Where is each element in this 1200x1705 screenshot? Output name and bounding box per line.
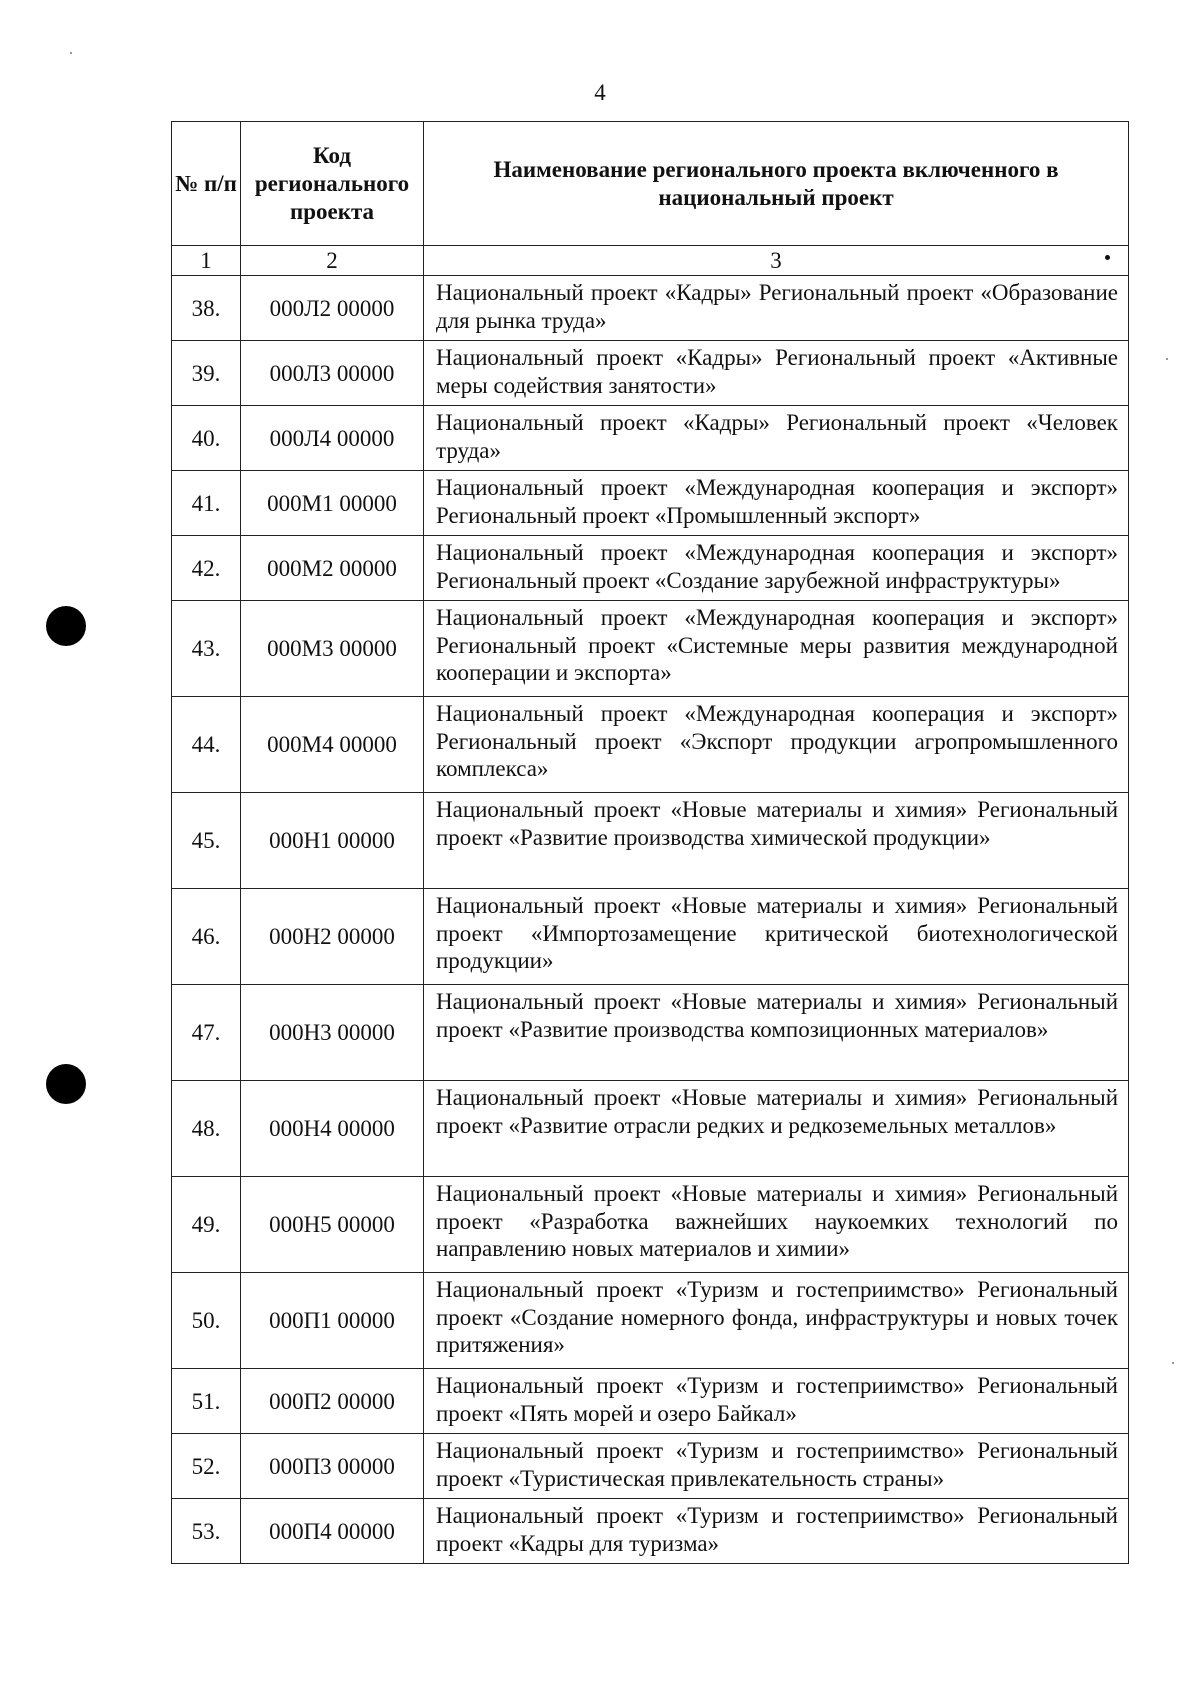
row-number: 39. bbox=[172, 341, 241, 406]
row-project-name: Национальный проект «Новые материалы и химия» Региональный проект «Развитие отрасли редких и редкоземельных металлов» bbox=[424, 1081, 1129, 1177]
row-code: 000Н4 00000 bbox=[241, 1081, 424, 1177]
row-number: 48. bbox=[172, 1081, 241, 1177]
table-row bbox=[172, 697, 1129, 793]
table-row bbox=[172, 1434, 1129, 1499]
table-row bbox=[172, 985, 1129, 1081]
row-code: 000Л2 00000 bbox=[241, 276, 424, 341]
row-project-name: Национальный проект «Туризм и гостеприимство» Региональный проект «Пять морей и озеро Байкал» bbox=[424, 1369, 1129, 1434]
row-project-name: Национальный проект «Туризм и гостеприимство» Региональный проект «Туристическая привлекательность страны» bbox=[424, 1434, 1129, 1499]
table-row bbox=[172, 471, 1129, 536]
column-index-3 bbox=[424, 246, 1129, 276]
table-header-row bbox=[172, 122, 1129, 246]
table-row bbox=[172, 1369, 1129, 1434]
row-code: 000Н3 00000 bbox=[241, 985, 424, 1081]
row-number: 47. bbox=[172, 985, 241, 1081]
row-code: 000М1 00000 bbox=[241, 471, 424, 536]
row-project-name: Национальный проект «Новые материалы и химия» Региональный проект «Развитие производства химической продукции» bbox=[424, 793, 1129, 889]
row-number: 42. bbox=[172, 536, 241, 601]
table-row bbox=[172, 1499, 1129, 1564]
table-row bbox=[172, 536, 1129, 601]
row-project-name: Национальный проект «Новые материалы и химия» Региональный проект «Развитие производства композиционных материалов» bbox=[424, 985, 1129, 1081]
table-row bbox=[172, 1273, 1129, 1369]
regional-projects-table bbox=[171, 121, 1129, 1564]
column-index-3-label: 3 bbox=[770, 247, 782, 273]
row-number: 50. bbox=[172, 1273, 241, 1369]
punch-hole-mark bbox=[46, 606, 86, 646]
row-number: 38. bbox=[172, 276, 241, 341]
table-row bbox=[172, 276, 1129, 341]
row-code: 000П1 00000 bbox=[241, 1273, 424, 1369]
scan-speck bbox=[1172, 1362, 1174, 1364]
row-number: 46. bbox=[172, 889, 241, 985]
row-number: 49. bbox=[172, 1177, 241, 1273]
row-number: 44. bbox=[172, 697, 241, 793]
header-name-label: Наименование регионального проекта включенного в национальный проект bbox=[493, 156, 1059, 210]
row-code: 000Н1 00000 bbox=[241, 793, 424, 889]
header-code bbox=[241, 122, 424, 246]
scan-bullet-mark bbox=[1105, 255, 1110, 260]
table-row bbox=[172, 406, 1129, 471]
table-row bbox=[172, 1081, 1129, 1177]
row-project-name: Национальный проект «Международная кооперация и экспорт» Региональный проект «Создание зарубежной инфраструктуры» bbox=[424, 536, 1129, 601]
page-number: 4 bbox=[594, 80, 606, 105]
row-code: 000Н5 00000 bbox=[241, 1177, 424, 1273]
table-row bbox=[172, 889, 1129, 985]
header-name bbox=[424, 122, 1129, 246]
column-index-2: 2 bbox=[241, 246, 424, 276]
header-num bbox=[172, 122, 241, 246]
table-row bbox=[172, 1177, 1129, 1273]
row-project-name: Национальный проект «Международная кооперация и экспорт» Региональный проект «Системные меры развития международной кооперации и экспорта» bbox=[424, 601, 1129, 697]
row-number: 40. bbox=[172, 406, 241, 471]
row-code: 000М3 00000 bbox=[241, 601, 424, 697]
row-code: 000П3 00000 bbox=[241, 1434, 424, 1499]
row-project-name: Национальный проект «Международная кооперация и экспорт» Региональный проект «Экспорт продукции агропромышленного комплекса» bbox=[424, 697, 1129, 793]
header-num-label: № п/п bbox=[175, 171, 237, 196]
column-index-1: 1 bbox=[172, 246, 241, 276]
row-number: 41. bbox=[172, 471, 241, 536]
scan-speck bbox=[70, 52, 72, 54]
row-code: 000Л4 00000 bbox=[241, 406, 424, 471]
row-code: 000П4 00000 bbox=[241, 1499, 424, 1564]
table-row bbox=[172, 601, 1129, 697]
row-project-name: Национальный проект «Международная кооперация и экспорт» Региональный проект «Промышленный экспорт» bbox=[424, 471, 1129, 536]
row-number: 43. bbox=[172, 601, 241, 697]
row-number: 51. bbox=[172, 1369, 241, 1434]
row-project-name: Национальный проект «Кадры» Региональный проект «Образование для рынка труда» bbox=[424, 276, 1129, 341]
scan-speck bbox=[1166, 358, 1168, 360]
row-code: 000Л3 00000 bbox=[241, 341, 424, 406]
row-number: 45. bbox=[172, 793, 241, 889]
row-project-name: Национальный проект «Кадры» Региональный проект «Активные меры содействия занятости» bbox=[424, 341, 1129, 406]
punch-hole-mark bbox=[46, 1064, 86, 1104]
row-project-name: Национальный проект «Туризм и гостеприимство» Региональный проект «Создание номерного фонда, инфраструктуры и новых точек притяжения» bbox=[424, 1273, 1129, 1369]
row-code: 000М4 00000 bbox=[241, 697, 424, 793]
row-project-name: Национальный проект «Новые материалы и химия» Региональный проект «Разработка важнейших наукоемких технологий по направлению новых материалов и химии» bbox=[424, 1177, 1129, 1273]
row-code: 000Н2 00000 bbox=[241, 889, 424, 985]
header-code-label: Код регионального проекта bbox=[254, 142, 410, 224]
row-code: 000П2 00000 bbox=[241, 1369, 424, 1434]
row-number: 52. bbox=[172, 1434, 241, 1499]
column-index-row bbox=[172, 246, 1129, 276]
row-number: 53. bbox=[172, 1499, 241, 1564]
row-project-name: Национальный проект «Туризм и гостеприимство» Региональный проект «Кадры для туризма» bbox=[424, 1499, 1129, 1564]
row-code: 000М2 00000 bbox=[241, 536, 424, 601]
table-row bbox=[172, 793, 1129, 889]
row-project-name: Национальный проект «Новые материалы и химия» Региональный проект «Импортозамещение критической биотехнологической продукции» bbox=[424, 889, 1129, 985]
table-row bbox=[172, 341, 1129, 406]
row-project-name: Национальный проект «Кадры» Региональный проект «Человек труда» bbox=[424, 406, 1129, 471]
